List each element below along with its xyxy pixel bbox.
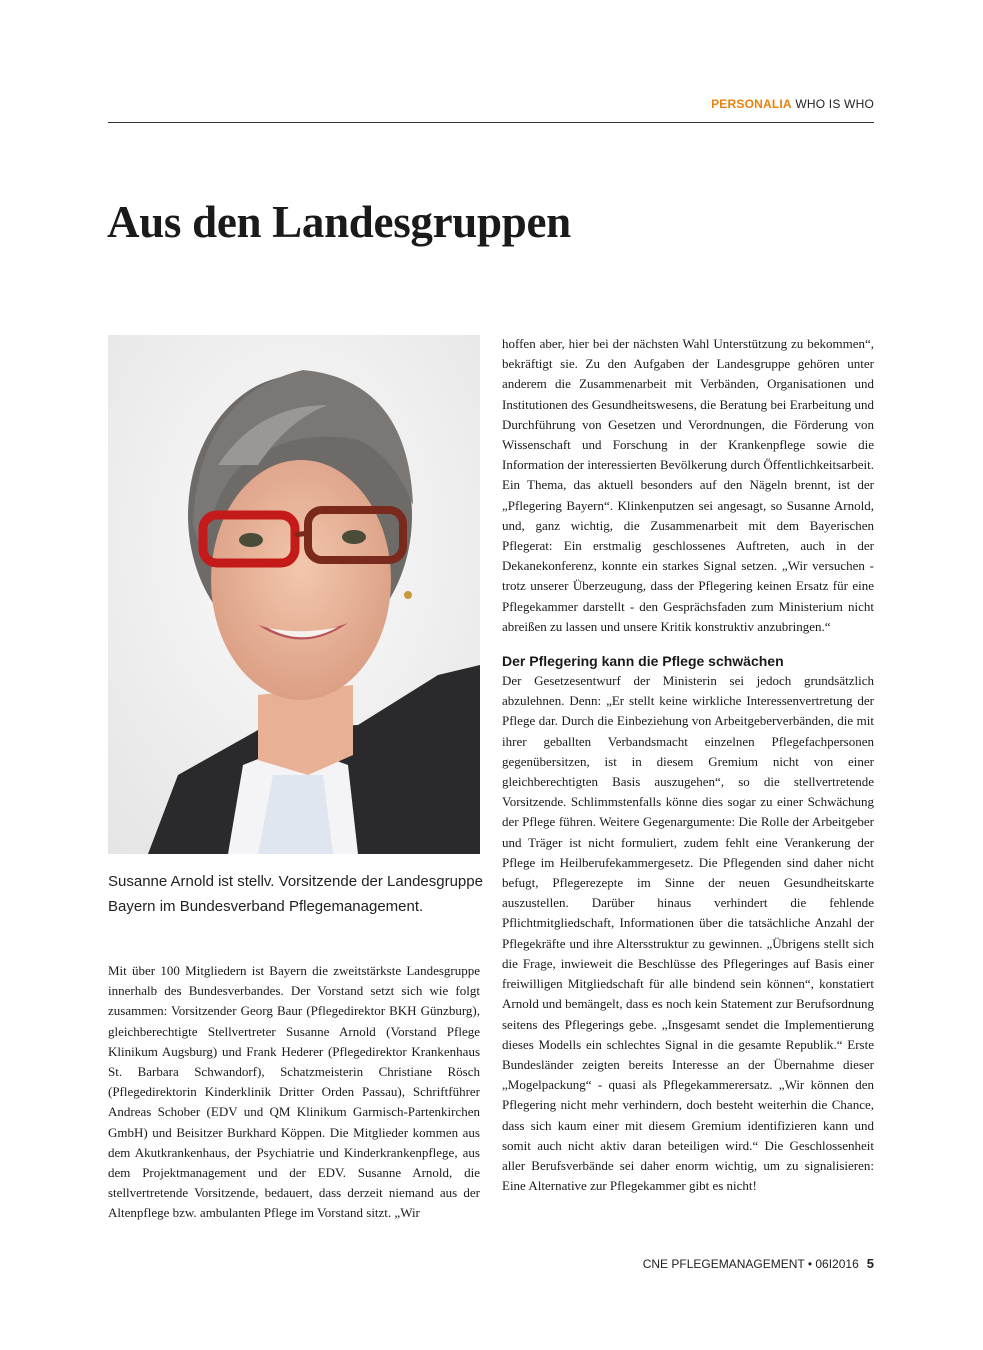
photo-caption: Susanne Arnold ist stellv. Vorsitzende der Landesgruppe Bayern im Bundesverband Pflegemanagement. (108, 873, 483, 915)
header-rule (108, 122, 874, 123)
page-title: Aus den Landesgruppen (107, 197, 571, 247)
running-header (108, 97, 874, 111)
footer-publication: CNE PFLEGEMANAGEMENT • 06I2016 (642, 1257, 859, 1271)
body-paragraph: hoffen aber, hier bei der nächsten Wahl Unterstützung zu bekommen“, bekräftigt sie. Zu den Aufgaben der Landesgruppe gehören unter anderem die Zusammenarbeit mit Verbänden, Organisationen und Institutionen des Gesundheitswesens, die Beratung bei Erarbeitung und Durchführung von Gesetzen und Verordnungen, die Förderung von Wissenschaft und Forschung in der Krankenpflege sowie die Information der interessierten Bevölkerung durch Öffentlichkeitsarbeit. Ein Thema, das aktuell besonders auf den Nägeln brennt, ist der „Pflegering Bayern“. Klinkenputzen sei angesagt, so Susanne Arnold, und, ganz wichtig, die Zusammenarbeit mit dem Bayerischen Pflegerat: Ein erstmalig geschlossenes Auftreten, auch in der Dekanekonferenz, konnte ein starkes Signal setzen. „Wir versuchen - trotz unserer Überzeugung, dass der Pflegering keinen Ersatz für eine Pflegekammer darstellt - den Gesprächsfaden zum Ministerium nicht abreißen zu lassen und unsere Kritik konstruktiv anzubringen.“ (502, 336, 874, 634)
body-paragraph: Mit über 100 Mitgliedern ist Bayern die zweitstärkste Landesgruppe innerhalb des Bundesverbandes. Der Vorstand setzt sich wie folgt zusammen: Vorsitzender Georg Baur (Pflegedirektor BKH Günzburg), gleichberechtigte Stellvertreter Susanne Arnold (Vorstand Pflege Klinikum Augsburg) und Frank Hederer (Pflegedirektor Krankenhaus St. Barbara Schwandorf), Schatzmeisterin Christiane Rösch (Pflegedirektorin Kinderklinik Dritter Orden Passau), Schriftführer Andreas Schober (EDV und QM Klinikum Garmisch-Partenkirchen GmbH) und Beisitzer Burkhard Köppen. Die Mitglieder kommen aus dem Akutkrankenhaus, der Psychiatrie und Kinderkrankenpflege, aus dem Projektmanagement und der EDV. Susanne Arnold, die stellvertretende Vorsitzende, bedauert, dass derzeit niemand aus der Altenpflege bzw. ambulanten Pflege im Vorstand sitzt. „Wir (108, 963, 480, 1221)
left-column (108, 961, 480, 1224)
page-number: 5 (866, 1256, 874, 1271)
page-footer (500, 1256, 874, 1271)
section-subheading: Der Pflegering kann die Pflege schwächen (502, 653, 784, 670)
body-paragraph: Der Gesetzesentwurf der Ministerin sei jedoch grundsätzlich abzulehnen. Denn: „Er stellt keine wirkliche Interessenvertretung der Pflege dar. Durch die Einbeziehung von Arbeitgeberverbänden, die mit ihrer geballten Verbandsmacht einzelnen Pflegefachpersonen gegenübersitzen, ist in diesem Gremium nicht von einer gleichberechtigten Basis auszugehen“, so die stellvertretende Vorsitzende. Schlimmstenfalls könne dies sogar zu einer Schwächung der Pflege führen. Weitere Gegenargumente: Die Rolle der Arbeitgeber und Träger ist nicht formuliert, zudem fehlt eine Verankerung der Pflege im Heilberufekammergesetz. Die Pflegenden sind daher nicht befugt, Pflegerezepte im Sinne der neuen Gesundheitskarte auszustellen. Darüber hinaus verhindert die fehlende Pflichtmitgliedschaft, Informationen über die tatsächliche Anzahl der Pflegekräfte und ihre Altersstruktur zu gewinnen. „Übrigens stellt sich die Frage, inwieweit die Beschlüsse des Pflegeringes auf Basis einer freiwilligen Mitgliedschaft für alle bindend sein können“, konstatiert Arnold und bemängelt, dass es noch kein Statement zur Berufsordnung seitens des Pflegerings gebe. „Insgesamt sendet die Implementierung dieses Modells ein schlechtes Signal in die gesamte Republik.“ Erste Bundesländer zeigten bereits Interesse an der Übernahme dieser „Mogelpackung“ - quasi als Pflegekammerersatz. „Wir können den Pflegering nicht mehr verhindern, doch besteht weiterhin die Chance, dass sich kaum einer mit diesem Gremium identifizieren kann und somit auch nicht aktiv daran beteiligen wird.“ Die Geschlossenheit aller Berufsverbände sei daher enorm wichtig, um zu signalisieren: Eine Alternative zur Pflegekammer gibt es nicht! (502, 673, 874, 1194)
portrait-photo (108, 335, 480, 854)
right-column (502, 334, 874, 1196)
header-subsection: WHO IS WHO (795, 97, 874, 111)
header-section: PERSONALIA (711, 97, 792, 111)
